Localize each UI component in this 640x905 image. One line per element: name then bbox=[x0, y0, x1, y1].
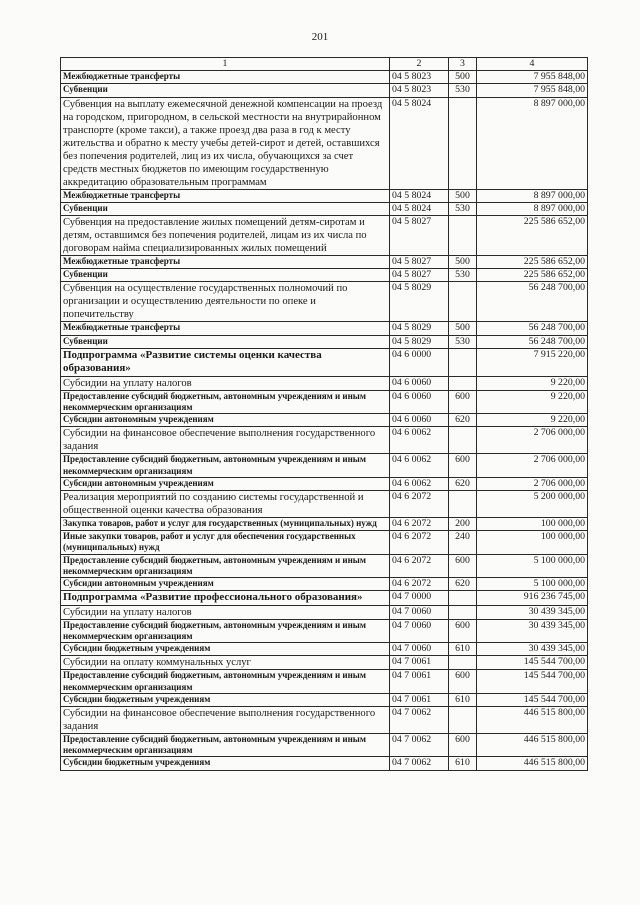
row-type bbox=[449, 605, 477, 619]
row-type: 500 bbox=[449, 322, 477, 335]
row-amount: 225 586 652,00 bbox=[477, 256, 588, 269]
row-name: Субвенции bbox=[61, 269, 390, 282]
row-code: 04 7 0062 bbox=[390, 733, 449, 756]
table-row bbox=[61, 427, 588, 454]
row-code: 04 5 8027 bbox=[390, 269, 449, 282]
row-type bbox=[449, 216, 477, 256]
row-type bbox=[449, 491, 477, 518]
row-type: 530 bbox=[449, 84, 477, 97]
row-code: 04 7 0062 bbox=[390, 706, 449, 733]
row-code: 04 5 8023 bbox=[390, 71, 449, 84]
table-row bbox=[61, 518, 588, 531]
row-amount: 145 544 700,00 bbox=[477, 656, 588, 670]
row-name: Субвенции bbox=[61, 84, 390, 97]
row-amount: 446 515 800,00 bbox=[477, 706, 588, 733]
row-name: Субвенция на выплату ежемесячной денежной компенсации на проезд на городском, пригородном, в сельской местности на внутрирайонном транспорте (кроме такси), а также проезд два раза в год к месту жительства и обратно к месту учебы детей-сирот и детей, оставшихся без попечения родителей, лиц из их числа, обучающихся за счет средств местных бюджетов по имеющим государственную аккредитацию образовательным программам bbox=[61, 97, 390, 189]
row-type bbox=[449, 97, 477, 189]
row-amount: 9 220,00 bbox=[477, 414, 588, 427]
table-row bbox=[61, 531, 588, 554]
budget-table bbox=[60, 57, 588, 771]
row-code: 04 6 0062 bbox=[390, 477, 449, 490]
row-type: 500 bbox=[449, 71, 477, 84]
table-row bbox=[61, 656, 588, 670]
row-name: Субсидии автономным учреждениям bbox=[61, 414, 390, 427]
row-code: 04 5 8024 bbox=[390, 202, 449, 215]
table-row bbox=[61, 706, 588, 733]
row-name: Предоставление субсидий бюджетным, автономным учреждениям и иным некоммерческим организациям bbox=[61, 554, 390, 577]
row-amount: 100 000,00 bbox=[477, 531, 588, 554]
row-type: 600 bbox=[449, 454, 477, 477]
row-code: 04 7 0061 bbox=[390, 693, 449, 706]
row-type: 610 bbox=[449, 757, 477, 770]
row-name: Предоставление субсидий бюджетным, автономным учреждениям и иным некоммерческим организациям bbox=[61, 733, 390, 756]
row-name: Субвенции bbox=[61, 202, 390, 215]
table-body bbox=[61, 71, 588, 770]
row-code: 04 6 2072 bbox=[390, 531, 449, 554]
row-name: Подпрограмма «Развитие профессионального образования» bbox=[61, 591, 390, 606]
row-type bbox=[449, 706, 477, 733]
row-name: Субвенция на осуществление государственных полномочий по организации и осуществлению деятельности по опеке и попечительству bbox=[61, 282, 390, 322]
row-code: 04 6 0062 bbox=[390, 427, 449, 454]
table-row bbox=[61, 282, 588, 322]
row-type: 500 bbox=[449, 189, 477, 202]
row-name: Предоставление субсидий бюджетным, автономным учреждениям и иным некоммерческим организациям bbox=[61, 670, 390, 693]
row-amount: 100 000,00 bbox=[477, 518, 588, 531]
row-name: Иные закупки товаров, работ и услуг для обеспечения государственных (муниципальных) нужд bbox=[61, 531, 390, 554]
table-row bbox=[61, 554, 588, 577]
row-code: 04 5 8027 bbox=[390, 216, 449, 256]
row-amount: 8 897 000,00 bbox=[477, 189, 588, 202]
row-code: 04 6 2072 bbox=[390, 491, 449, 518]
row-amount: 2 706 000,00 bbox=[477, 477, 588, 490]
table-header-row bbox=[61, 58, 588, 71]
row-type: 600 bbox=[449, 733, 477, 756]
table-row bbox=[61, 733, 588, 756]
table-row bbox=[61, 693, 588, 706]
header-col-4: 4 bbox=[477, 58, 588, 71]
row-type bbox=[449, 591, 477, 606]
row-amount: 5 200 000,00 bbox=[477, 491, 588, 518]
row-type: 600 bbox=[449, 670, 477, 693]
row-type: 530 bbox=[449, 202, 477, 215]
table-row bbox=[61, 414, 588, 427]
table-row bbox=[61, 477, 588, 490]
row-code: 04 6 0060 bbox=[390, 390, 449, 413]
row-type bbox=[449, 282, 477, 322]
row-name: Реализация мероприятий по созданию системы государственной и общественной оценки качества образования bbox=[61, 491, 390, 518]
row-name: Предоставление субсидий бюджетным, автономным учреждениям и иным некоммерческим организациям bbox=[61, 390, 390, 413]
row-type: 240 bbox=[449, 531, 477, 554]
table-row bbox=[61, 643, 588, 656]
row-name: Предоставление субсидий бюджетным, автономным учреждениям и иным некоммерческим организациям bbox=[61, 619, 390, 642]
row-amount: 8 897 000,00 bbox=[477, 97, 588, 189]
row-amount: 145 544 700,00 bbox=[477, 670, 588, 693]
row-type: 600 bbox=[449, 554, 477, 577]
row-amount: 446 515 800,00 bbox=[477, 733, 588, 756]
row-code: 04 7 0000 bbox=[390, 591, 449, 606]
row-type: 600 bbox=[449, 619, 477, 642]
table-row bbox=[61, 71, 588, 84]
row-code: 04 6 0062 bbox=[390, 454, 449, 477]
row-code: 04 6 2072 bbox=[390, 554, 449, 577]
row-code: 04 6 0060 bbox=[390, 376, 449, 390]
row-amount: 56 248 700,00 bbox=[477, 322, 588, 335]
row-amount: 9 220,00 bbox=[477, 376, 588, 390]
table-row bbox=[61, 322, 588, 335]
row-type bbox=[449, 427, 477, 454]
row-type: 620 bbox=[449, 578, 477, 591]
row-amount: 56 248 700,00 bbox=[477, 282, 588, 322]
row-name: Межбюджетные трансферты bbox=[61, 189, 390, 202]
row-name: Межбюджетные трансферты bbox=[61, 71, 390, 84]
row-name: Субсидии бюджетным учреждениям bbox=[61, 757, 390, 770]
row-code: 04 7 0061 bbox=[390, 670, 449, 693]
header-col-2: 2 bbox=[390, 58, 449, 71]
row-name: Субвенции bbox=[61, 335, 390, 348]
table-row bbox=[61, 84, 588, 97]
row-amount: 9 220,00 bbox=[477, 390, 588, 413]
row-name: Субвенция на предоставление жилых помещений детям-сиротам и детям, оставшимся без попечения родителей, лицам из их числа по договорам найма специализированных жилых помещений bbox=[61, 216, 390, 256]
row-amount: 30 439 345,00 bbox=[477, 605, 588, 619]
row-name: Субсидии бюджетным учреждениям bbox=[61, 693, 390, 706]
row-type bbox=[449, 376, 477, 390]
row-code: 04 5 8029 bbox=[390, 335, 449, 348]
table-row bbox=[61, 189, 588, 202]
row-amount: 7 915 220,00 bbox=[477, 348, 588, 376]
row-name: Межбюджетные трансферты bbox=[61, 322, 390, 335]
row-type: 200 bbox=[449, 518, 477, 531]
row-code: 04 7 0062 bbox=[390, 757, 449, 770]
row-name: Субсидии автономным учреждениям bbox=[61, 578, 390, 591]
row-type: 530 bbox=[449, 335, 477, 348]
page-number: 201 bbox=[311, 31, 329, 43]
table-row bbox=[61, 605, 588, 619]
row-amount: 30 439 345,00 bbox=[477, 619, 588, 642]
row-code: 04 6 2072 bbox=[390, 578, 449, 591]
row-code: 04 5 8024 bbox=[390, 97, 449, 189]
table-row bbox=[61, 578, 588, 591]
row-name: Межбюджетные трансферты bbox=[61, 256, 390, 269]
header-col-1: 1 bbox=[61, 58, 390, 71]
row-name: Подпрограмма «Развитие системы оценки качества образования» bbox=[61, 348, 390, 376]
row-code: 04 6 0000 bbox=[390, 348, 449, 376]
table-row bbox=[61, 256, 588, 269]
row-type: 610 bbox=[449, 693, 477, 706]
row-name: Субсидии бюджетным учреждениям bbox=[61, 643, 390, 656]
table-row bbox=[61, 619, 588, 642]
table-row bbox=[61, 591, 588, 606]
table-row bbox=[61, 202, 588, 215]
row-name: Закупка товаров, работ и услуг для государственных (муниципальных) нужд bbox=[61, 518, 390, 531]
row-amount: 7 955 848,00 bbox=[477, 84, 588, 97]
row-amount: 30 439 345,00 bbox=[477, 643, 588, 656]
row-name: Субсидии на уплату налогов bbox=[61, 605, 390, 619]
row-name: Субсидии на финансовое обеспечение выполнения государственного задания bbox=[61, 706, 390, 733]
row-amount: 225 586 652,00 bbox=[477, 269, 588, 282]
row-name: Субсидии автономным учреждениям bbox=[61, 477, 390, 490]
row-code: 04 5 8029 bbox=[390, 322, 449, 335]
row-code: 04 5 8027 bbox=[390, 256, 449, 269]
row-code: 04 6 0060 bbox=[390, 414, 449, 427]
row-type: 500 bbox=[449, 256, 477, 269]
row-type: 620 bbox=[449, 477, 477, 490]
header-col-3: 3 bbox=[449, 58, 477, 71]
row-code: 04 7 0061 bbox=[390, 656, 449, 670]
table-row bbox=[61, 348, 588, 376]
row-amount: 5 100 000,00 bbox=[477, 578, 588, 591]
row-name: Субсидии на оплату коммунальных услуг bbox=[61, 656, 390, 670]
table-row bbox=[61, 390, 588, 413]
table-row bbox=[61, 216, 588, 256]
row-amount: 7 955 848,00 bbox=[477, 71, 588, 84]
row-type bbox=[449, 656, 477, 670]
row-type: 600 bbox=[449, 390, 477, 413]
row-code: 04 6 2072 bbox=[390, 518, 449, 531]
row-amount: 2 706 000,00 bbox=[477, 454, 588, 477]
table-row bbox=[61, 491, 588, 518]
row-type: 610 bbox=[449, 643, 477, 656]
row-code: 04 7 0060 bbox=[390, 605, 449, 619]
table-row bbox=[61, 335, 588, 348]
row-code: 04 7 0060 bbox=[390, 619, 449, 642]
table-row bbox=[61, 757, 588, 770]
table-row bbox=[61, 376, 588, 390]
row-amount: 2 706 000,00 bbox=[477, 427, 588, 454]
row-amount: 145 544 700,00 bbox=[477, 693, 588, 706]
table-row bbox=[61, 269, 588, 282]
row-type bbox=[449, 348, 477, 376]
row-amount: 916 236 745,00 bbox=[477, 591, 588, 606]
table-row bbox=[61, 454, 588, 477]
row-type: 530 bbox=[449, 269, 477, 282]
row-name: Предоставление субсидий бюджетным, автономным учреждениям и иным некоммерческим организациям bbox=[61, 454, 390, 477]
row-name: Субсидии на уплату налогов bbox=[61, 376, 390, 390]
row-code: 04 5 8029 bbox=[390, 282, 449, 322]
row-code: 04 5 8023 bbox=[390, 84, 449, 97]
row-name: Субсидии на финансовое обеспечение выполнения государственного задания bbox=[61, 427, 390, 454]
row-code: 04 5 8024 bbox=[390, 189, 449, 202]
table-row bbox=[61, 670, 588, 693]
row-amount: 56 248 700,00 bbox=[477, 335, 588, 348]
row-amount: 8 897 000,00 bbox=[477, 202, 588, 215]
row-code: 04 7 0060 bbox=[390, 643, 449, 656]
table-row bbox=[61, 97, 588, 189]
row-amount: 446 515 800,00 bbox=[477, 757, 588, 770]
row-type: 620 bbox=[449, 414, 477, 427]
row-amount: 225 586 652,00 bbox=[477, 216, 588, 256]
row-amount: 5 100 000,00 bbox=[477, 554, 588, 577]
